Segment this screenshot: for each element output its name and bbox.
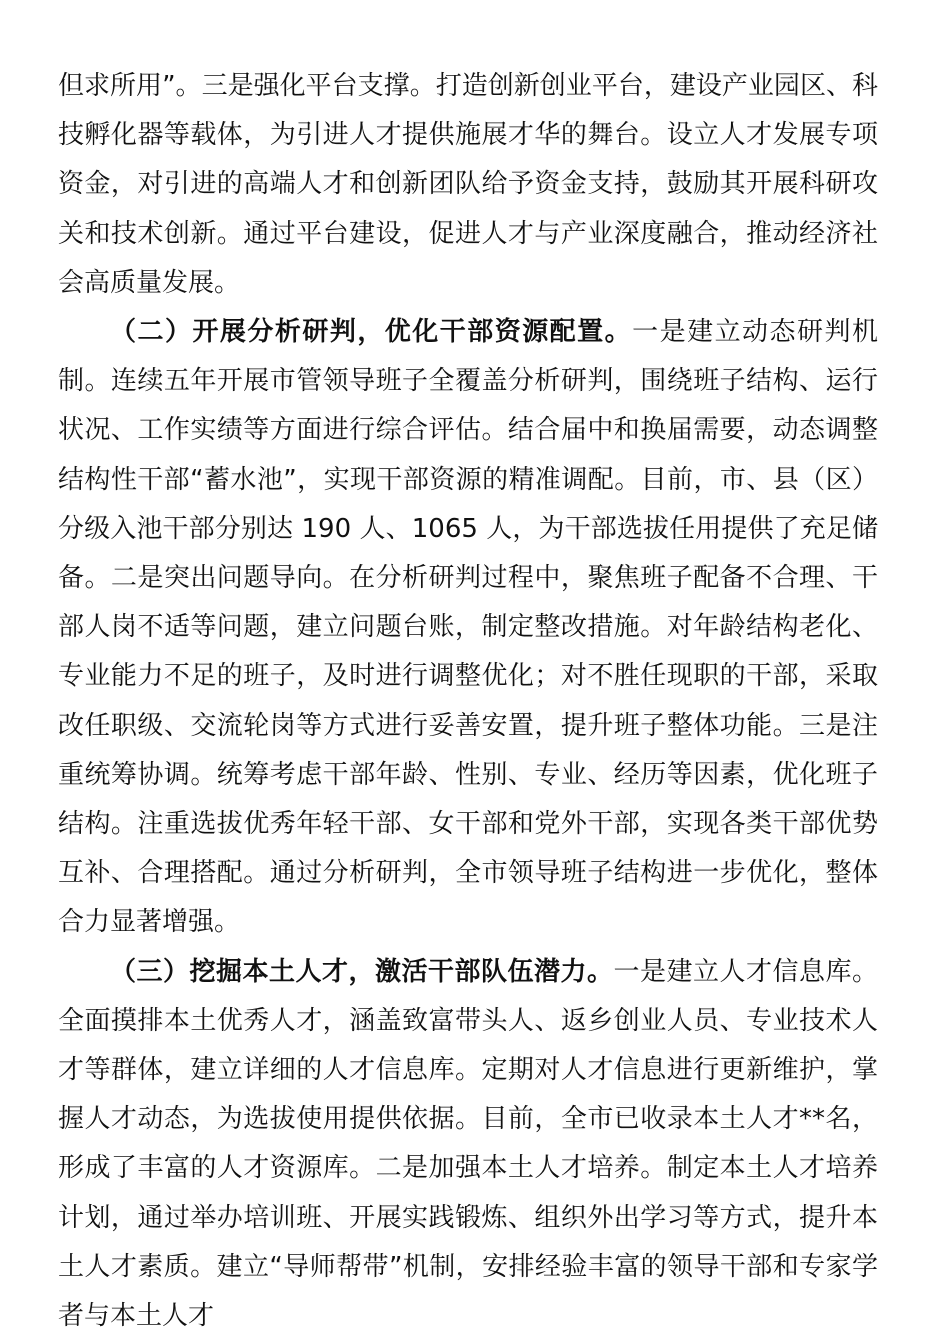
paragraph-2 [58, 308, 878, 948]
paragraph-2-body: 一是建立动态研判机制。连续五年开展市管领导班子全覆盖分析研判，围绕班子结构、运行状况、工作实绩等方面进行综合评估。结合届中和换届需要，动态调整结构性干部“蓄水池”，实现干部资源的精准调配。目前，市、县（区）分级入池干部分别达 190 人、1065 人，为干部选拔任用提供了充足储备。二是突出问题导向。在分析研判过程中，聚焦班子配备不合理、干部人岗不适等问题，建立问题台账，制定整改措施。对年龄结构老化、专业能力不足的班子，及时进行调整优化；对不胜任现职的干部，采取改任职级、交流轮岗等方式进行妥善安置，提升班子整体功能。三是注重统筹协调。统筹考虑干部年龄、性别、专业、经历等因素，优化班子结构。注重选拔优秀年轻干部、女干部和党外干部，实现各类干部优势互补、合理搭配。通过分析研判，全市领导班子结构进一步优化，整体合力显著增强。 [58, 317, 878, 938]
paragraph-1-body: 但求所用”。三是强化平台支撑。打造创新创业平台，建设产业园区、科技孵化器等载体，为引进人才提供施展才华的舞台。设立人才发展专项资金，对引进的高端人才和创新团队给予资金支持，鼓励其开展科研攻关和技术创新。通过平台建设，促进人才与产业深度融合，推动经济社会高质量发展。 [58, 71, 878, 298]
document-page [58, 62, 878, 1341]
paragraph-1 [58, 62, 878, 308]
paragraph-3-body: 一是建立人才信息库。全面摸排本土优秀人才，涵盖致富带头人、返乡创业人员、专业技术人才等群体，建立详细的人才信息库。定期对人才信息进行更新维护，掌握人才动态，为选拔使用提供依据。目前，全市已收录本土人才**名，形成了丰富的人才资源库。二是加强本土人才培养。制定本土人才培养计划，通过举办培训班、开展实践锻炼、组织外出学习等方式，提升本土人才素质。建立“导师帮带”机制，安排经验丰富的领导干部和专家学者与本土人才 [58, 956, 878, 1332]
paragraph-3 [58, 948, 878, 1342]
section-heading-3: （三）挖掘本土人才，激活干部队伍潜力。 [110, 956, 614, 987]
section-heading-2: （二）开展分析研判，优化干部资源配置。 [110, 317, 633, 348]
